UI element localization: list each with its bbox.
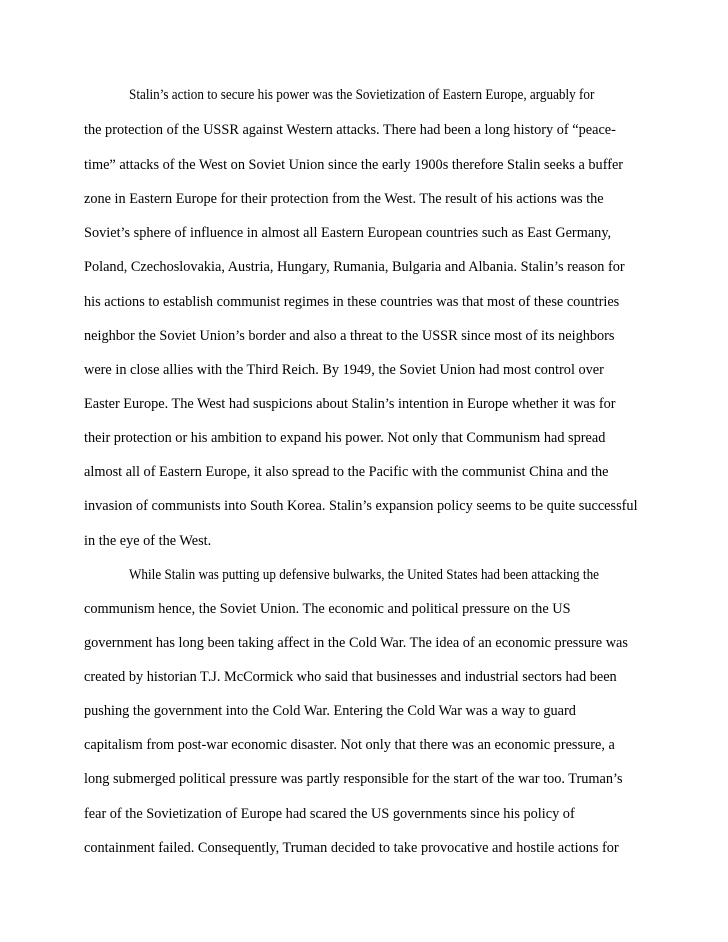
paragraph-2-line-7: long submerged political pressure was partly responsible for the start of the war too. Truman’s	[84, 771, 623, 787]
paragraph-2-line-9: containment failed. Consequently, Truman decided to take provocative and hostile actions for	[84, 840, 619, 856]
paragraph-1-line-13: invasion of communists into South Korea. Stalin’s expansion policy seems to be quite successful	[84, 498, 638, 514]
paragraph-2-line-6: capitalism from post-war economic disaster. Not only that there was an economic pressure, a	[84, 737, 615, 753]
paragraph-1-line-6: Poland, Czechoslovakia, Austria, Hungary, Rumania, Bulgaria and Albania. Stalin’s reason for	[84, 259, 625, 275]
paragraph-1-line-7: his actions to establish communist regimes in these countries was that most of these countries	[84, 294, 620, 310]
paragraph-1-line-14: in the eye of the West.	[84, 533, 212, 549]
paragraph-1-line-3: time” attacks of the West on Soviet Union since the early 1900s therefore Stalin seeks a buffer	[84, 157, 624, 173]
paragraph-1-line-8: neighbor the Soviet Union’s border and also a threat to the USSR since most of its neighbors	[84, 328, 615, 344]
paragraph-2-line-4: created by historian T.J. McCormick who said that businesses and industrial sectors had been	[84, 669, 617, 685]
paragraph-1-line-12: almost all of Eastern Europe, it also spread to the Pacific with the communist China and the	[84, 464, 609, 480]
paragraph-1-line-4: zone in Eastern Europe for their protection from the West. The result of his actions was the	[84, 191, 604, 207]
paragraph-1-line-11: their protection or his ambition to expand his power. Not only that Communism had spread	[84, 430, 606, 446]
paragraph-1-line-9: were in close allies with the Third Reich. By 1949, the Soviet Union had most control over	[84, 362, 604, 378]
paragraph-2-line-1: While Stalin was putting up defensive bulwarks, the United States had been attacking the	[129, 567, 600, 583]
paragraph-1-line-10: Easter Europe. The West had suspicions about Stalin’s intention in Europe whether it was for	[84, 396, 616, 412]
paragraph-1-line-5: Soviet’s sphere of influence in almost all Eastern European countries such as East Germany,	[84, 225, 612, 241]
paragraph-1-line-1: Stalin’s action to secure his power was the Sovietization of Eastern Europe, arguably for	[129, 87, 595, 103]
paragraph-2-line-3: government has long been taking affect in the Cold War. The idea of an economic pressure was	[84, 635, 628, 651]
paragraph-2-line-8: fear of the Sovietization of Europe had scared the US governments since his policy of	[84, 806, 575, 822]
paragraph-2-line-2: communism hence, the Soviet Union. The economic and political pressure on the US	[84, 601, 571, 617]
paragraph-1-line-2: the protection of the USSR against Western attacks. There had been a long history of “peace-	[84, 122, 616, 138]
paragraph-2-line-5: pushing the government into the Cold War. Entering the Cold War was a way to guard	[84, 703, 576, 719]
